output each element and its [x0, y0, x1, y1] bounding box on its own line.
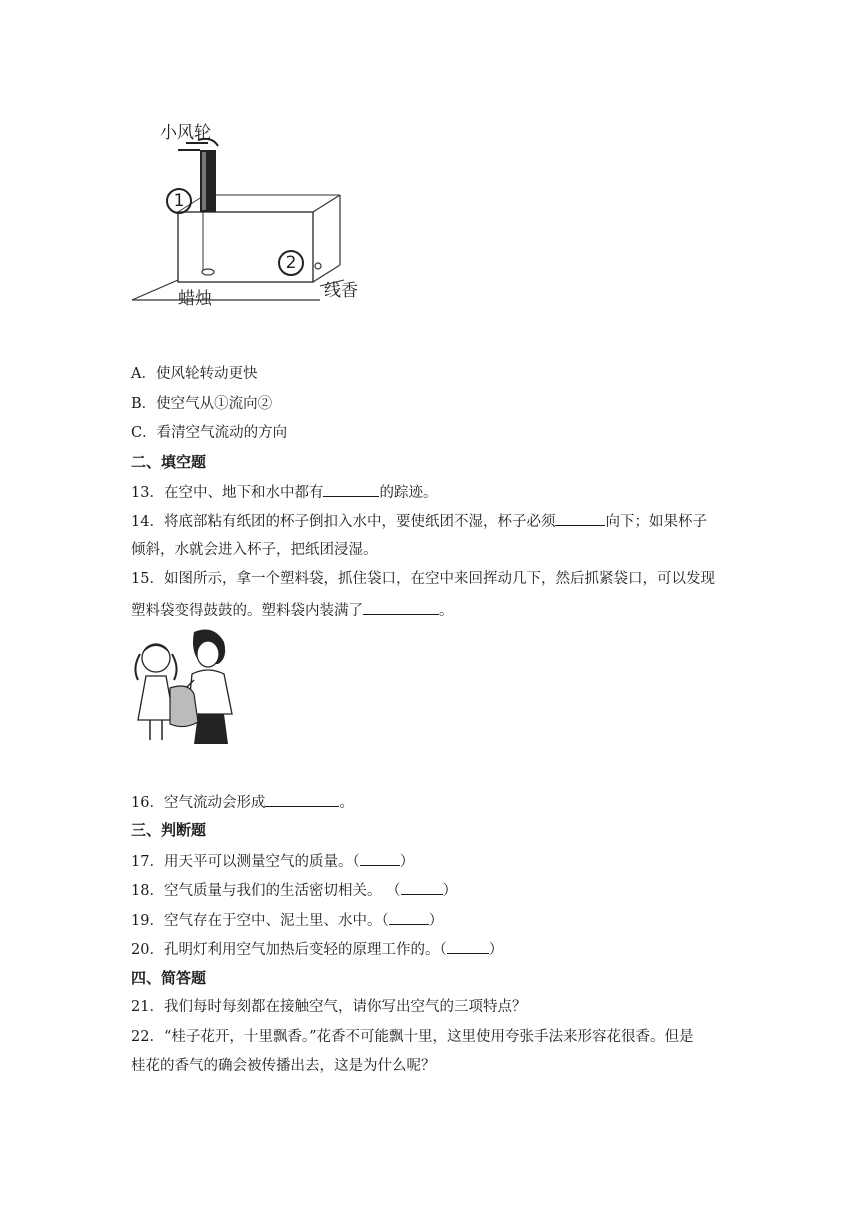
option-b: B．使空气从①流向②: [131, 396, 273, 412]
question-14-line-2: 倾斜，水就会进入杯子，把纸团浸湿。: [131, 542, 378, 558]
label-wind-wheel: 小风轮: [160, 123, 211, 143]
q13-blank: [323, 481, 379, 497]
label-incense: 线香: [324, 281, 358, 301]
section-4-title: 四、简答题: [131, 969, 207, 987]
q17-text-before: 17．用天平可以测量空气的质量。（: [131, 854, 360, 870]
plastic-bag-illustration: [128, 624, 238, 746]
question-13: [131, 481, 437, 503]
question-20: [131, 938, 503, 960]
q18-text-after: ）: [442, 883, 458, 899]
people-drawing: [128, 624, 238, 746]
marker-2: 2: [278, 250, 304, 276]
q15-blank: [363, 599, 439, 615]
marker-1: 1: [166, 188, 192, 214]
q13-text-after: 的踪迹。: [379, 485, 438, 501]
option-a: A．使风轮转动更快: [131, 366, 258, 382]
section-2-title: 二、填空题: [131, 453, 207, 471]
q16-blank: [265, 791, 339, 807]
question-21: 21．我们每时每刻都在接触空气，请你写出空气的三项特点？: [131, 999, 527, 1015]
q20-text-after: ）: [488, 942, 504, 958]
q20-blank: [447, 938, 489, 954]
experiment-diagram: [120, 110, 380, 310]
q16-text-before: 16．空气流动会形成: [131, 795, 266, 811]
question-18: [131, 879, 457, 901]
section-3-title: 三、判断题: [131, 821, 207, 839]
question-15-line-1: 15．如图所示，拿一个塑料袋，抓住袋口，在空中来回挥动几下，然后抓紧袋口，可以发现: [131, 571, 715, 587]
q14-text-before: 14．将底部粘有纸团的杯子倒扣入水中，要使纸团不湿，杯子必须: [131, 514, 556, 530]
question-15-line-2: [131, 599, 454, 621]
question-19: [131, 909, 443, 931]
question-16: [131, 791, 354, 813]
q17-blank: [360, 850, 400, 866]
question-14-line-1: [131, 510, 707, 532]
q18-text-before: 18．空气质量与我们的生活密切相关。 （: [131, 883, 401, 899]
question-22-line-2: 桂花的香气的确会被传播出去，这是为什么呢？: [131, 1058, 436, 1074]
q19-blank: [389, 909, 429, 925]
q19-text-before: 19．空气存在于空中、泥土里、水中。（: [131, 913, 389, 929]
q17-text-after: ）: [399, 854, 415, 870]
option-c: C．看清空气流动的方向: [131, 425, 288, 441]
q14-blank: [555, 510, 605, 526]
q14-text-after: 向下；如果杯子: [605, 514, 707, 530]
q15-text-after: 。: [439, 603, 454, 619]
question-17: [131, 850, 414, 872]
label-candle: 蜡烛: [178, 289, 212, 309]
q19-text-after: ）: [428, 913, 444, 929]
question-22-line-1: 22．“桂子花开，十里飘香。”花香不可能飘十里，这里使用夸张手法来形容花很香。但是: [131, 1029, 694, 1045]
q15-text-before: 塑料袋变得鼓鼓的。塑料袋内装满了: [131, 603, 363, 619]
q18-blank: [401, 879, 443, 895]
q20-text-before: 20．孔明灯利用空气加热后变轻的原理工作的。（: [131, 942, 447, 958]
q16-text-after: 。: [339, 795, 354, 811]
q13-text-before: 13．在空中、地下和水中都有: [131, 485, 324, 501]
